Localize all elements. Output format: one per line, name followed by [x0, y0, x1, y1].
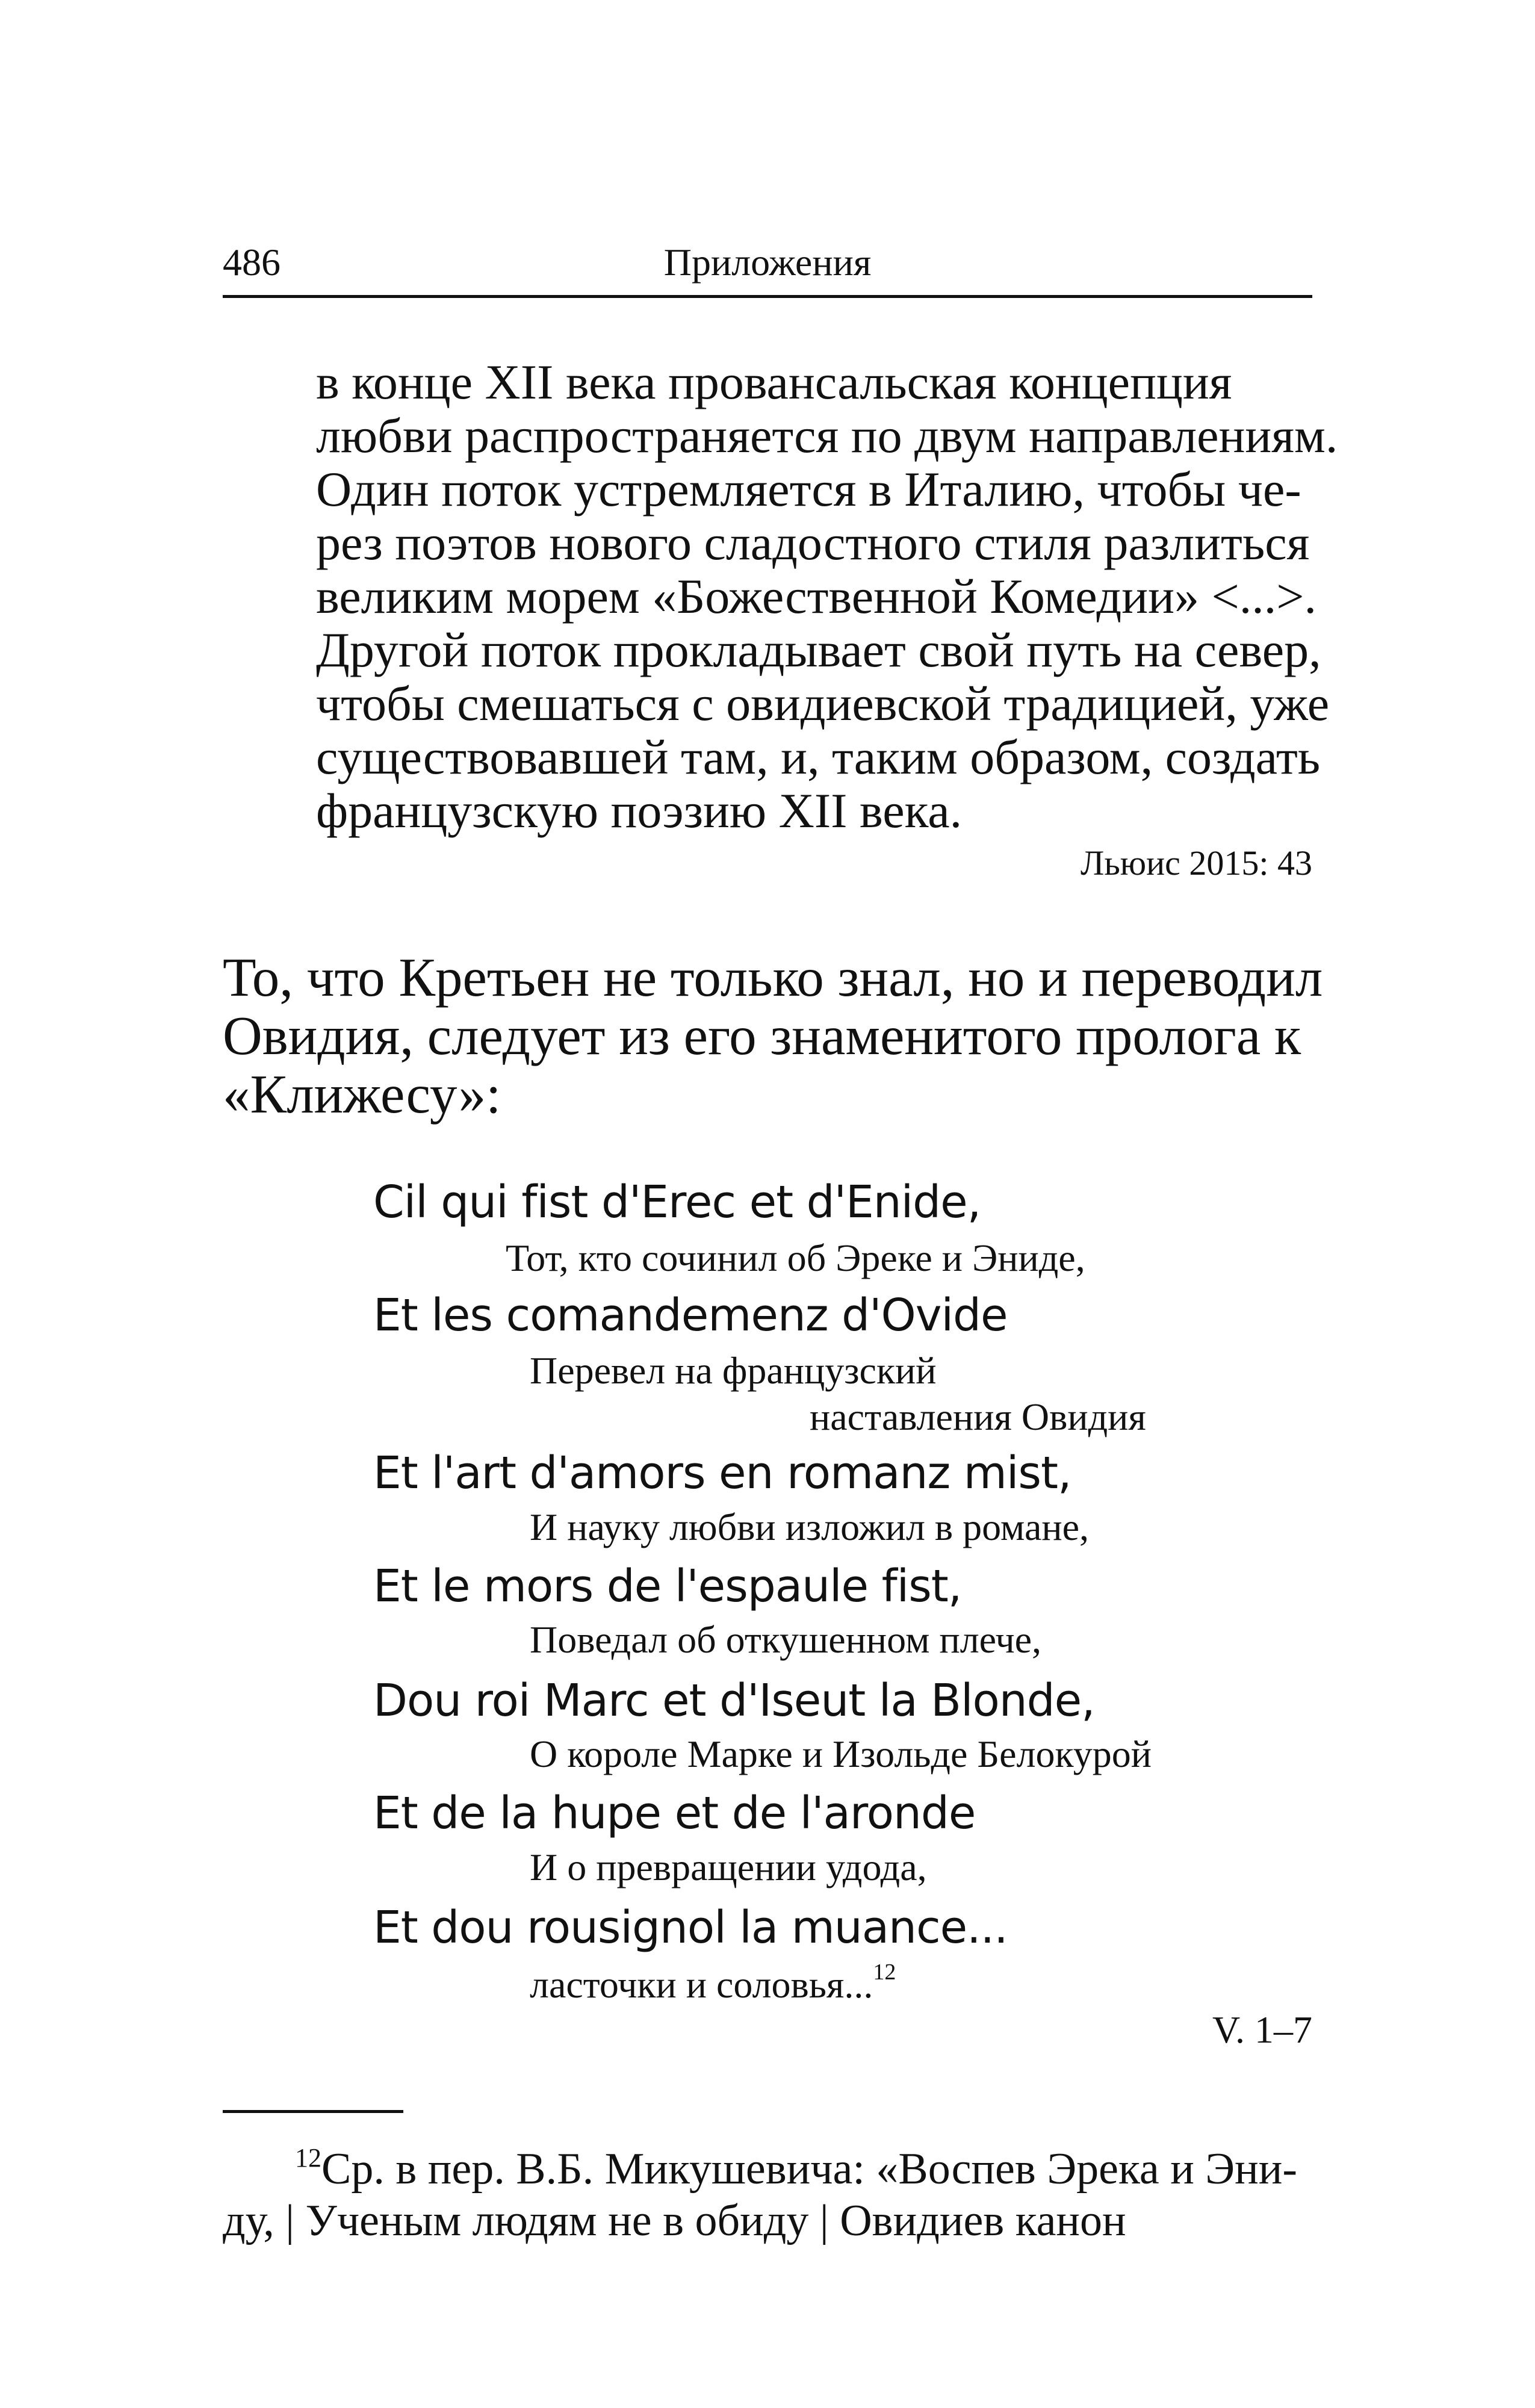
quote-line: Один поток устремляется в Италию, чтобы че- [316, 462, 1301, 517]
quote-line: Другой поток прокладывает свой путь на север, [316, 622, 1321, 677]
quote-line: рез поэтов нового сладостного стиля разлиться [316, 515, 1310, 570]
footnote-mark: 12 [295, 2143, 321, 2173]
verse-translation-line: И о превращении удода, [530, 1846, 927, 1888]
paragraph-line: То, что Кретьен не только знал, но и переводил [223, 947, 1323, 1008]
verse-original-line: Et les comandemenz d'Ovide [373, 1289, 1008, 1341]
verse-translation-line: И науку любви изложил в романе, [530, 1506, 1089, 1548]
paragraph-line: Овидия, следует из его знаменитого пролога к [223, 1005, 1301, 1066]
verse-translation-line: Тот, кто сочинил об Эреке и Эниде, [506, 1237, 1085, 1279]
quote-citation: Льюис 2015: 43 [1080, 843, 1312, 883]
verse-translation-line: наставления Овидия [810, 1395, 1146, 1438]
verse-original-line: Et le mors de l'espaule fist, [373, 1560, 962, 1612]
quote-line: в конце XII века провансальская концепция [316, 355, 1232, 409]
verse-original-line: Et de la hupe et de l'aronde [373, 1787, 976, 1839]
footnote-line: ду, | Ученым людям не в обиду | Овидиев канон [223, 2196, 1126, 2245]
quote-line: чтобы смешаться с овидиевской традицией, уже [316, 676, 1330, 731]
footnote-reference[interactable]: 12 [873, 1960, 896, 1985]
verse-original-line: Et l'art d'amors en romanz mist, [373, 1447, 1071, 1499]
verse-original-line: Cil qui fist d'Erec et d'Enide, [373, 1176, 981, 1228]
quote-line: существовавшей там, и, таким образом, создать [316, 730, 1321, 784]
footnote-line [223, 2143, 1312, 2195]
verse-translation-line: О короле Марке и Изольде Белокурой [530, 1733, 1152, 1775]
quote-line: великим морем «Божественной Комедии» <...>. [316, 569, 1317, 624]
quote-line: французскую поэзию XII века. [316, 783, 963, 838]
verse-original-line: Dou roi Marc et d'Iseut la Blonde, [373, 1675, 1095, 1727]
footnote-divider [223, 2110, 403, 2113]
verse-line-reference: V. 1–7 [1212, 2008, 1312, 2051]
paragraph-line: «Клижесу»: [223, 1064, 501, 1125]
verse-original-line: Et dou rousignol la muance... [373, 1902, 1008, 1953]
page-number: 486 [223, 241, 281, 284]
verse-translation-line [530, 1960, 896, 2006]
verse-translation-line: Перевел на французский [530, 1349, 937, 1392]
section-title: Приложения [663, 241, 872, 284]
footnote-text: Ср. в пер. В.Б. Микушевича: «Воспев Эрека и Эни- [321, 2144, 1297, 2194]
footnote [223, 2143, 1312, 2247]
verse-translation-line: Поведал об откушенном плече, [530, 1618, 1042, 1661]
quote-line: любви распространяется по двум направлениям. [316, 408, 1338, 463]
verse-translation-text: ласточки и соловья... [530, 1963, 873, 2006]
